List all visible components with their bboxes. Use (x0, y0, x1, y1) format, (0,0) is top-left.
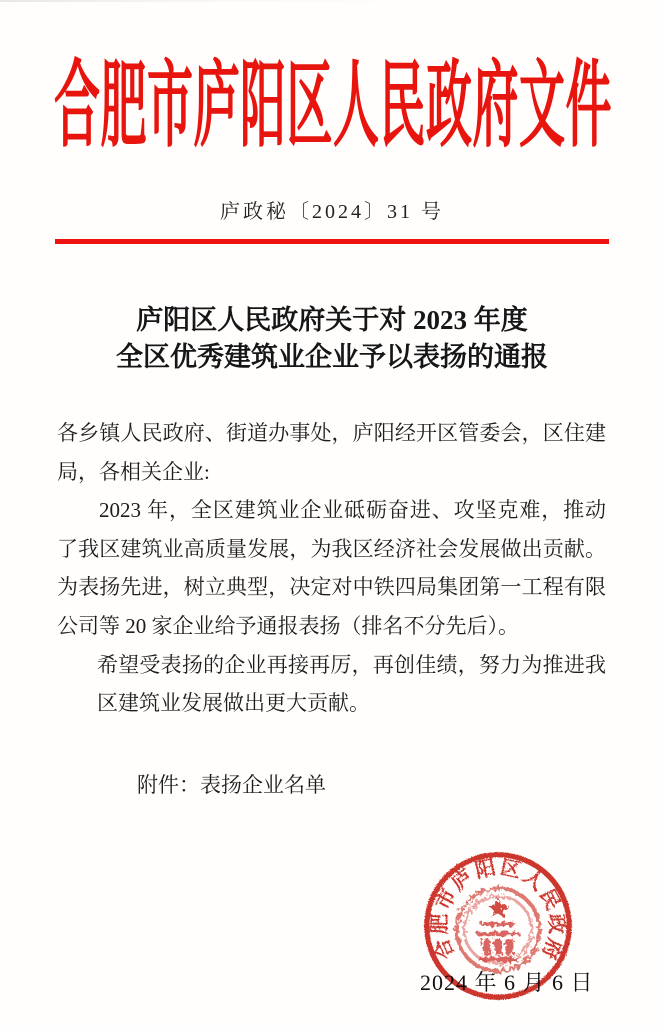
seal-character: 人 (518, 865, 549, 896)
body-paragraph-2: 希望受表扬的企业再接再厉，再创佳绩，努力为推进我区建筑业发展做出更大贡献。 (97, 652, 606, 716)
seal-character: 府 (537, 934, 566, 963)
seal-character: 庐 (447, 865, 478, 896)
seal-character: 肥 (428, 913, 452, 935)
body-paragraph-1: 2023 年，全区建筑业企业砥砺奋进、攻坚克难，推动了我区建筑业高质量发展，为我区经济社会发展做出贡献。为表扬先进，树立典型，决定对中铁四局集团第一工程有限公司等 20 家企业给予通报表扬（排名不分先后）。 (57, 498, 606, 638)
seal-star-icon (487, 897, 509, 918)
salutation-line: 各乡镇人民政府、街道办事处，庐阳经开区管委会，区住建局，各相关企业: (57, 421, 606, 484)
document-title (0, 302, 664, 376)
document-header-title: 合肥市庐阳区人民政府文件 (54, 53, 612, 159)
national-emblem (457, 888, 540, 971)
seal-character: 阳 (473, 856, 498, 883)
seal-character: 合 (430, 934, 459, 963)
document-title-line1: 庐阳区人民政府关于对 2023 年度 (136, 305, 528, 335)
seal-character: 政 (544, 913, 568, 935)
document-title-line2: 全区优秀建筑业企业予以表扬的通报 (116, 342, 548, 372)
document-number: 庐政秘〔2024〕31 号 (220, 201, 444, 223)
seal-character: 市 (432, 885, 462, 914)
seal-gate-glyph (477, 922, 519, 961)
scan-edge-artifact (0, 0, 664, 2)
document-body (57, 414, 606, 723)
attachment-note: 附件：表扬企业名单 (137, 773, 326, 797)
seal-character: 民 (534, 885, 564, 914)
document-date: 2024 年 6 月 6 日 (420, 970, 594, 995)
seal-character: 区 (498, 856, 523, 883)
red-divider-line (55, 239, 609, 244)
